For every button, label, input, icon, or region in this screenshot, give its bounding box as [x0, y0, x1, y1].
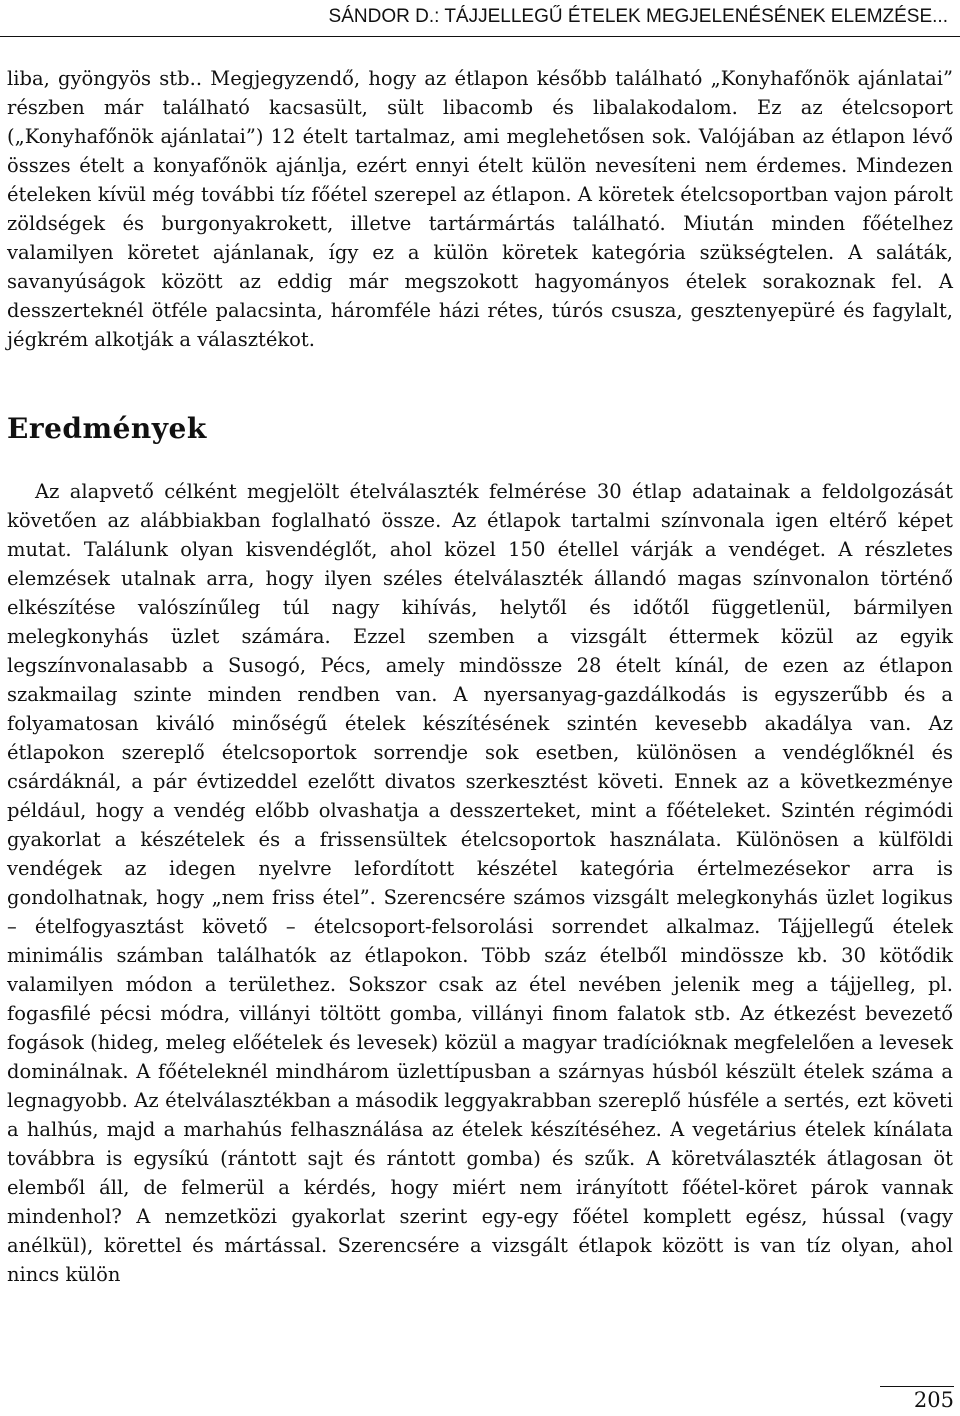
- section-heading: Eredmények: [7, 412, 207, 445]
- intro-paragraph: liba, gyöngyös stb.. Megjegyzendő, hogy az étlapon később található „Konyhafőnök ajánlatai” részben már található kacsasült, sült libacomb és libalakodalom. Ez az ételcsoport („Konyhafőnök ajánlatai”) 12 ételt tartalmaz, ami meglehetősen sok. Valójában az étlapon lévő összes ételt a konyafőnök ajánlja, ezért ennyi ételt külön nevesíteni nem érdemes. Mindezen ételeken kívül még további tíz főétel szerepel az étlapon. A köretek ételcsoportban vajon párolt zöldségek és burgonyakrokett, illetve tartármártás található. Miután minden főételhez valamilyen köretet ajánlanak, így ez a külön köretek kategória szükségtelen. A saláták, savanyúságok között az eddig már megszokott hagyományos ételek sorakoznak fel. A desszerteknél ötféle palacsinta, háromféle házi rétes, túrós csusza, gesztenyepüré és fagylalt, jégkrém alkotják a választékot.: [7, 67, 953, 351]
- results-paragraph: Az alapvető célként megjelölt ételválaszték felmérése 30 étlap adatainak a feldolgozását követően az alábbiakban foglalható össze. Az étlapok tartalmi színvonala igen eltérő képet mutat. Találunk olyan kisvendéglőt, ahol közel 150 étellel várják a vendéget. A részletes elemzések utalnak arra, hogy ilyen széles ételválaszték állandó magas színvonalon történő elkészítése valószínűleg túl nagy kihívás, helytől és időtől függetlenül, bármilyen melegkonyhás üzlet számára. Ezzel szemben a vizsgált éttermek közül az egyik legszínvonalasabb a Susogó, Pécs, amely mindössze 28 ételt kínál, de ezen az étlapon szakmailag szinte minden rendben van. A nyersanyag-gazdálkodás is egyszerűbb és a folyamatosan kiváló minőségű ételek készítésének szintén kevesebb akadálya van. Az étlapokon szereplő ételcsoportok sorrendje sok esetben, különösen a vendéglőknél és csárdáknál, a pár évtizeddel ezelőtt divatos szerkesztést követi. Ennek az a következménye például, hogy a vendég előbb olvashatja a desszerteket, mint a főételeket. Szintén régimódi gyakorlat a készételek és a frissensültek ételcsoportok használata. Különösen a külföldi vendégek az idegen nyelvre lefordított készétel kategória értelmezésekor arra is gondolhatnak, hogy „nem friss étel”. Szerencsére számos vizsgált melegkonyhás üzlet logikus – ételfogyasztást követő – ételcsoport-felsorolási sorrendet alkalmaz. Tájjellegű ételek minimális számban találhatók az étlapokon. Több száz ételből mindössze kb. 30 kötődik valamilyen módon a területhez. Sokszor csak az étel nevében jelenik meg a tájjelleg, pl. fogasfilé pécsi módra, villányi töltött gomba, villányi finom falatok stb. Az étkezést bevezető fogások (hideg, meleg előételek és levesek) közül a magyar tradícióknak megfelelően a levesek dominálnak. A főételeknél mindhárom üzlettípusban a szárnyas húsból készült ételek száma a legnagyobb. Az ételválasztékban a második leggyakrabban szereplő húsféle a sertés, ezt követi a halhús, majd a marhahús felhasználása az ételek készítéséhez. A vegetárius ételek kínálata továbbra is egysíkú (rántott sajt és rántott gomba) és szűk. A köretválaszték átlagosan öt elemből áll, de felmerül a kérdés, hogy miért nem irányított főétel-köret párok vannak mindenhol? A nemzetközi gyakorlat szerint egy-egy főétel komplett egész, hússal (vagy anélkül), körettel és mártással. Szerencsére a vizsgált étlapok között is van tíz olyan, ahol nincs külön: [7, 480, 953, 1286]
- header-rule: [0, 36, 960, 37]
- page-number: 205: [913, 1388, 954, 1412]
- running-header: SÁNDOR D.: TÁJJELLEGŰ ÉTELEK MEGJELENÉSÉNEK ELEMZÉSE...: [328, 6, 948, 27]
- footer-rule: [880, 1386, 954, 1387]
